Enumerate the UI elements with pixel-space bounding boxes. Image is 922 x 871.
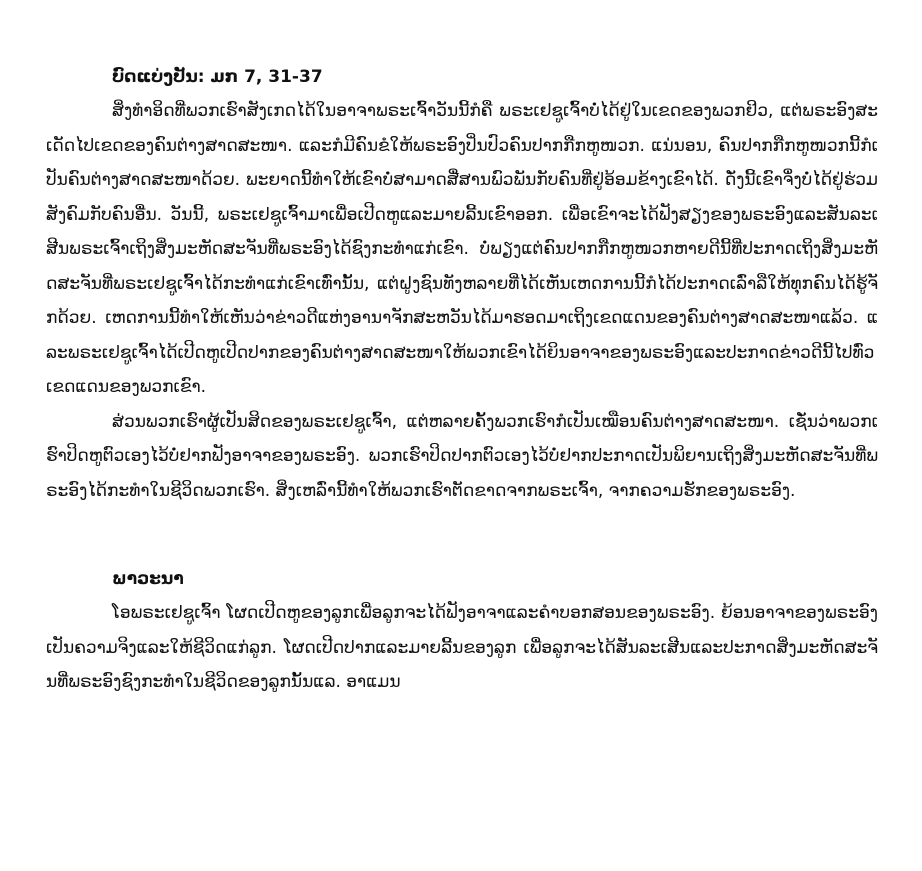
reflection-paragraph-1: ສິ່ງທຳອິດທີ່ພວກເຮົາສັງເກດໄດ້ໃນອາຈາພຣະເຈົ້າວັນນີ້ກໍຄື ພຣະເຢຊູເຈົ້າບໍ່ໄດ້ຢູ່ໃນເຂດຂອງພວກຢິວ, ແຕ່ພຣະອົງສະເດັດໄປເຂດຂອງຄົນຕ່າງສາດສະໜາ. ແລະກໍມີຄົນຂໍໃຫ້ພຣະອົງປິ່ນປົວຄົນປາກກືກຫູໜວກ. ແນ່ນອນ, ຄົນປາກກືກຫູໜວກນີ້ກໍເປັນຄົນຕ່າງສາດສະໜາດ້ວຍ. ພະຍາດນີ້ທຳໃຫ້ເຂົາບໍ່ສາມາດສື່ສານພົວພັນກັບຄົນທີ່ຢູ່ອ້ອມຂ້າງເຂົາໄດ້. ດັ່ງນີ້ເຂົາຈຶ່ງບໍ່ໄດ້ຢູ່ຮ່ວມສັງຄົມກັບຄົນອື່ນ. ວັນນີ້, ພຣະເຢຊູເຈົ້າມາເພື່ອເປີດຫູແລະມາຍລີ້ນເຂົາອອກ. ເພື່ອເຂົາຈະໄດ້ຟັງສຽງຂອງພຣະອົງແລະສັນລະເສີນພຣະເຈົ້າເຖິງສິ່ງມະຫັດສະຈັນທີ່ພຣະອົງໄດ້ຊົງກະທຳແກ່ເຂົາ. ບໍ່ພຽງແຕ່ຄົນປາກກືກຫູໜວກຫາຍດີນີ້ທີ່ປະກາດເຖິງສິ່ງມະຫັດສະຈັນທີ່ພຣະເຢຊູເຈົ້າໄດ້ກະທຳແກ່ເຂົາເທົ່ານັ້ນ, ແຕ່ຝູງຊົນທັງຫລາຍທີ່ໄດ້ເຫັນເຫດການນີ້ກໍໄດ້ປະກາດເລົ່າລືໃຫ້ທຸກຄົນໄດ້ຮູ້ຈັກດ້ວຍ. ເຫດການນີ້ທຳໃຫ້ເຫັນວ່າຂ່າວດີແຫ່ງອານາຈັກສະຫວັນໄດ້ມາຮອດມາເຖິງເຂດແດນຂອງຄົນຕ່າງສາດສະໜາແລ້ວ. ແລະພຣະເຢຊູເຈົ້າໄດ້ເປີດຫູເປີດປາກຂອງຄົນຕ່າງສາດສະໜາໃຫ້ພວກເຂົາໄດ້ຍິນອາຈາຂອງພຣະອົງແລະປະກາດຂ່າວດີນີ້ໄປທົ່ວເຂດແດນຂອງພວກເຂົາ.: [46, 101, 878, 397]
section-spacer: [46, 508, 878, 562]
prayer-paragraph: ໂອພຣະເຢຊູເຈົ້າ ໂຜດເປີດຫູຂອງລູກເພື່ອລູກຈະໄດ້ຟັງອາຈາແລະຄຳບອກສອນຂອງພຣະອົງ. ຍ້ອນອາຈາຂອງພຣະອົງເປັນຄວາມຈິງແລະໃຫ້ຊີວິດແກ່ລູກ. ໂຜດເປີດປາກແລະມາຍລີ້ນຂອງລູກ ເພື່ອລູກຈະໄດ້ສັນລະເສີນແລະປະກາດສິ່ງມະຫັດສະຈັນທີ່ພຣະອົງຊົງກະທຳໃນຊີວິດຂອງລູກນັ້ນແລ. ອາແມນ: [46, 603, 878, 692]
reflection-paragraph-2: ສ່ວນພວກເຮົາຜູ້ເປັນສິດຂອງພຣະເຢຊູເຈົ້າ, ແຕ່ຫລາຍຄັ້ງພວກເຮົາກໍເປັນເໝືອນຄົນຕ່າງສາດສະໜາ. ເຊັ່ນວ່າພວກເຮົາປິດຫູຕົວເອງໄວ້ບໍ່ຢາກຟັງອາຈາຂອງພຣະອົງ. ພວກເຮົາປິດປາກຕົວເອງໄວ້ບໍ່ຢາກປະກາດເປັນພິຍານເຖິງສິ່ງມະຫັດສະຈັນທີ່ພຣະອົງໄດ້ກະທຳໃນຊີວິດພວກເຮົາ. ສິ່ງເຫລົ່ານີ້ທຳໃຫ້ພວກເຮົາຕັດຂາດຈາກພຣະເຈົ້າ, ຈາກຄວາມຮັກຂອງພຣະອົງ.: [46, 411, 878, 501]
prayer-heading: ພາວະນາ: [112, 569, 184, 589]
gospel-heading: ບົດແບ່ງປັນ: ມກ 7, 31-37: [112, 67, 323, 87]
